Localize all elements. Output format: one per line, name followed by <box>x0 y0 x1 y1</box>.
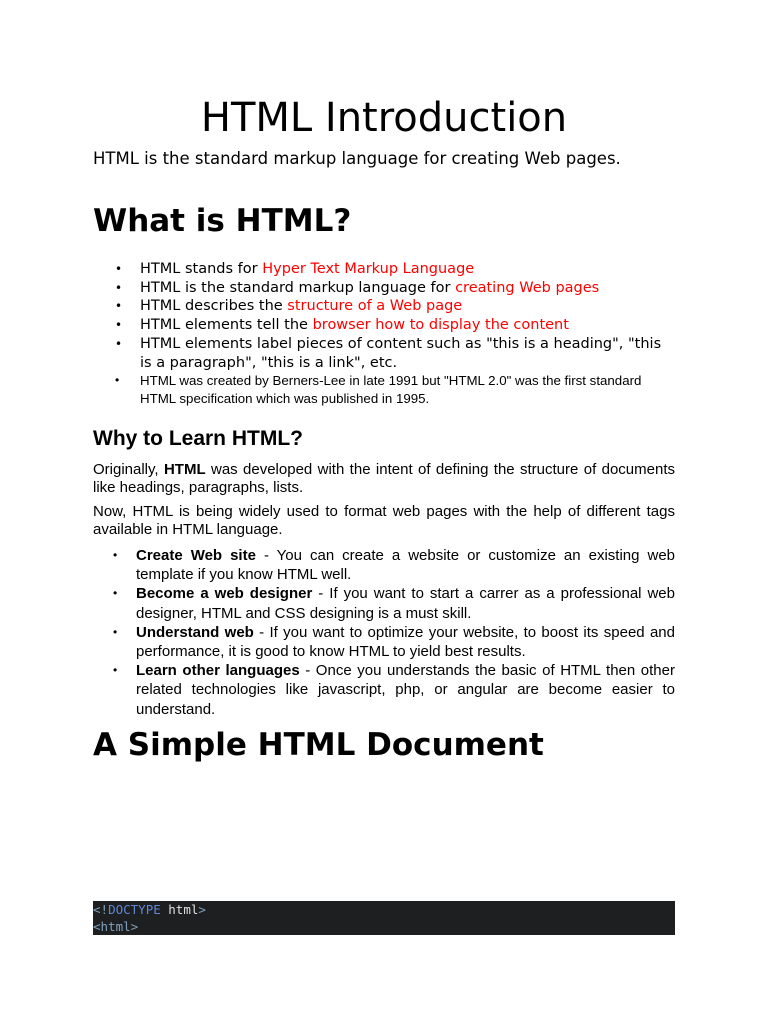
page-title: HTML Introduction <box>200 95 568 141</box>
what-is-html-list <box>93 260 675 407</box>
paragraph-originally: Originally, HTML was developed with the intent of defining the structure of documents like headings, paragraphs, lists. <box>93 461 675 497</box>
bullet-icon: • <box>115 318 123 333</box>
highlighted-text: browser how to display the content <box>312 317 569 334</box>
heading-why-learn-html: Why to Learn HTML? <box>93 427 303 450</box>
paragraph-now: Now, HTML is being widely used to format web pages with the help of different tags available in HTML language. <box>93 503 675 539</box>
bullet-icon: • <box>115 373 120 388</box>
bullet-icon: • <box>115 280 123 295</box>
why-learn-list <box>93 546 675 719</box>
list-item: • HTML elements tell the browser how to display the content <box>115 317 569 334</box>
highlighted-text: structure of a Web page <box>287 298 463 315</box>
bullet-icon: • <box>113 663 118 678</box>
bullet-icon: • <box>113 548 118 562</box>
list-item: • Understand web - If you want to optimize your website, to boost its speed and performance, it is good to know HTML to yield best results. <box>113 623 675 661</box>
highlighted-text: Hyper Text Markup Language <box>262 261 475 277</box>
code-line: <html> <box>93 919 139 934</box>
list-item: • Become a web designer - If you want to start a carrer as a professional web designer, HTML and CSS designing is a must skill. <box>113 585 675 622</box>
heading-what-is-html: What is HTML? <box>93 203 352 239</box>
list-item: • HTML was created by Berners-Lee in late 1991 but "HTML 2.0" was the first standard HTML specification which was published in 1995. <box>115 373 642 406</box>
code-block <box>93 901 675 935</box>
list-item: • HTML describes the structure of a Web page <box>115 298 463 315</box>
list-item: • HTML stands for Hyper Text Markup Language <box>115 261 475 277</box>
bullet-icon: • <box>115 299 123 314</box>
bullet-icon: • <box>113 586 118 601</box>
list-item: • Create Web site - You can create a website or customize an existing web template if you know HTML well. <box>113 547 676 584</box>
bullet-icon: • <box>113 624 118 639</box>
code-line: <!DOCTYPE html> <box>93 902 206 917</box>
page-subtitle: HTML is the standard markup language for creating Web pages. <box>93 149 621 168</box>
list-item: • HTML elements label pieces of content such as "this is a heading", "this is a paragraph", "this is a link", etc. <box>115 335 662 371</box>
list-item: • HTML is the standard markup language for creating Web pages <box>115 279 600 296</box>
bullet-icon: • <box>115 336 123 351</box>
list-item: • Learn other languages - Once you understands the basic of HTML then other related technologies like javascript, php, or angular are become easier to understand. <box>113 662 675 718</box>
bullet-icon: • <box>115 262 123 276</box>
heading-simple-html-document: A Simple HTML Document <box>93 727 544 763</box>
highlighted-text: creating Web pages <box>455 279 600 296</box>
